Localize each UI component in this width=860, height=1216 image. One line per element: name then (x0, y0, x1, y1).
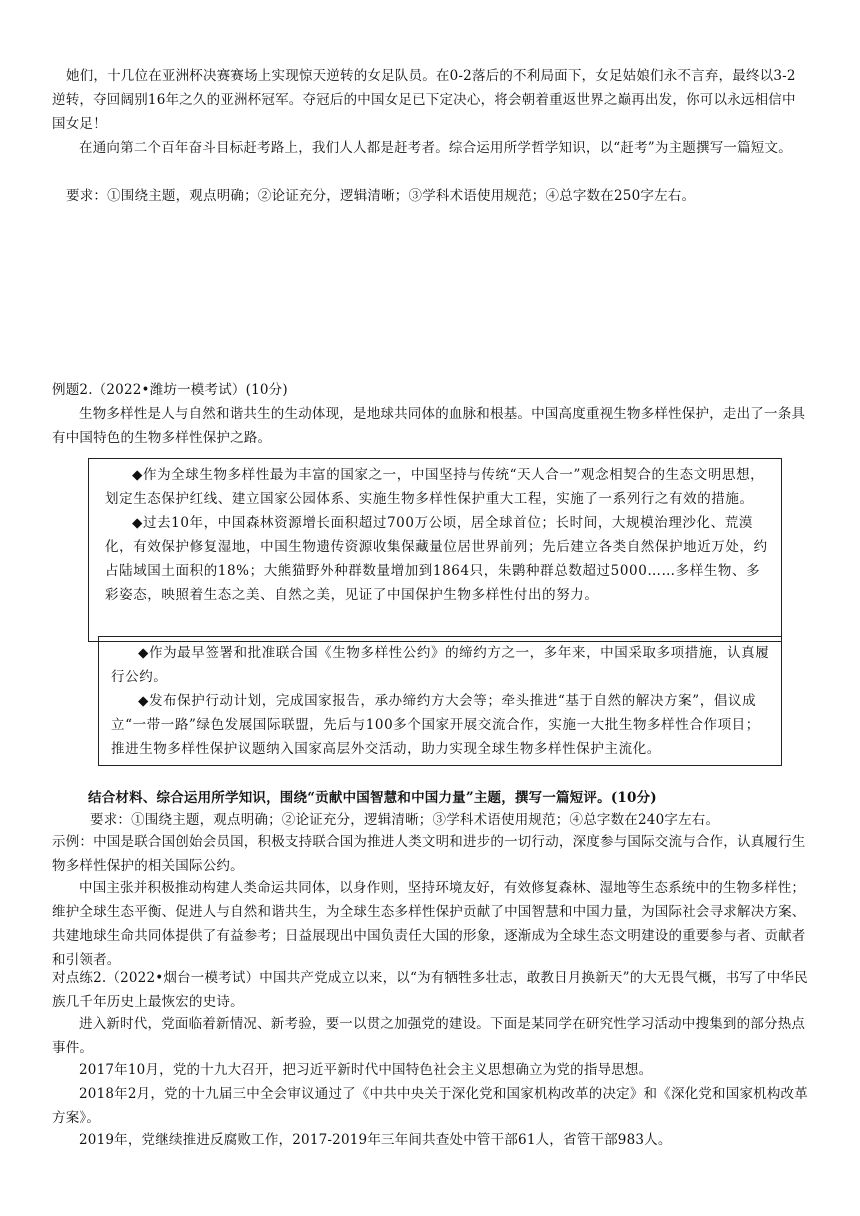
example-2-task: 结合材料、综合运用所学知识，围绕“贡献中国智慧和中国力量”主题，撰写一篇短评。(10分) (88, 790, 657, 806)
material-box-1-point-2: ◆过去10年，中国森林资源增长面积超过700万公顷，居全球首位；长时间，大规模治理沙化、荒漠化，有效保护修复湿地，中国生物遗传资源收集保藏量位居世界前列；先后建立各类自然保护地近万处，约占陆域国土面积的18%；大熊猫野外种群数量增加到1864只，朱鹮种群总数超过5000……多样生物、多彩姿态，映照着生态之美、自然之美，见证了中国保护生物多样性付出的努力。 (105, 515, 768, 603)
essay-prompt: 在通向第二个百年奋斗目标赶考路上，我们人人都是赶考者。综合运用所学哲学知识，以“赶考”为主题撰写一篇短文。 (79, 140, 792, 156)
example-2-requirements: 要求：①围绕主题，观点明确；②论证充分，逻辑清晰；③学科术语使用规范；④总字数在240字左右。 (90, 812, 720, 828)
example-2-heading: 例题2.（2022•潍坊一模考试）(10分) (52, 382, 288, 398)
example-2-intro: 生物多样性是人与自然和谐共生的生动体现，是地球共同体的血脉和根基。中国高度重视生物多样性保护，走出了一条具有中国特色的生物多样性保护之路。 (52, 406, 806, 446)
sample-answer-paragraph-1: 示例：中国是联合国创始会员国，积极支持联合国为推进人类文明和进步的一切行动，深度参与国际交流与合作，认真履行生物多样性保护的相关国际公约。 (52, 834, 806, 874)
sample-answer-paragraph-2: 中国主张并积极推动构建人类命运共同体，以身作则，坚持环境友好，有效修复森林、湿地等生态系统中的生物多样性；维护全球生态平衡、促进人与自然和谐共生，为全球生态多样性保护贡献了中国智慧和中国力量，为国际社会寻求解决方案、共建地球生命共同体提供了有益参考；日益展现出中国负责任大国的形象，逐渐成为全球生态文明建设的重要参与者、贡献者和引领者。 (52, 880, 806, 968)
practice-2-heading: 对点练2.（2022•烟台一模考试）中国共产党成立以来，以“为有牺牲多壮志，敢教日月换新天”的大无畏气概，书写了中华民族几千年历史上最恢宏的史诗。 (52, 970, 808, 1010)
womens-football-paragraph: 她们，十几位在亚洲杯决赛赛场上实现惊天逆转的女足队员。在0-2落后的不利局面下，女足姑娘们永不言弃，最终以3-2逆转，夺回阔别16年之久的亚洲杯冠军。夺冠后的中国女足已下定决心，将会朝着重返世界之巅再出发，你可以永远相信中国女足！ (52, 68, 796, 132)
essay-requirements: 要求：①围绕主题，观点明确；②论证充分，逻辑清晰；③学科术语使用规范；④总字数在250字左右。 (66, 188, 696, 204)
practice-2-event-2019: 2019年，党继续推进反腐败工作，2017-2019年三年间共查处中管干部61人，省管干部983人。 (79, 1132, 672, 1148)
material-box-1 (88, 458, 782, 642)
practice-2-event-2018: 2018年2月，党的十九届三中全会审议通过了《中共中央关于深化党和国家机构改革的决定》和《深化党和国家机构改革方案》。 (52, 1086, 808, 1126)
material-box-2-point-2: ◆发布保护行动计划，完成国家报告，承办缔约方大会等；牵头推进“基于自然的解决方案”，倡议成立“一带一路”绿色发展国际联盟，先后与100多个国家开展交流合作，实施一大批生物多样性合作项目；推进生物多样性保护议题纳入国家高层外交活动，助力实现全球生物多样性保护主流化。 (111, 693, 760, 757)
material-box-2 (98, 636, 782, 766)
material-box-2-point-1: ◆作为最早签署和批准联合国《生物多样性公约》的缔约方之一，多年来，中国采取多项措施，认真履行公约。 (111, 645, 770, 685)
practice-2-paragraph-1: 进入新时代，党面临着新情况、新考验，要一以贯之加强党的建设。下面是某同学在研究性学习活动中搜集到的部分热点事件。 (52, 1016, 806, 1056)
material-box-1-point-1: ◆作为全球生物多样性最为丰富的国家之一，中国坚持与传统“天人合一”观念相契合的生态文明思想，划定生态保护红线、建立国家公园体系、实施生物多样性保护重大工程，实施了一系列行之有效的措施。 (105, 467, 765, 507)
practice-2-event-2017: 2017年10月，党的十九大召开，把习近平新时代中国特色社会主义思想确立为党的指导思想。 (79, 1062, 653, 1078)
